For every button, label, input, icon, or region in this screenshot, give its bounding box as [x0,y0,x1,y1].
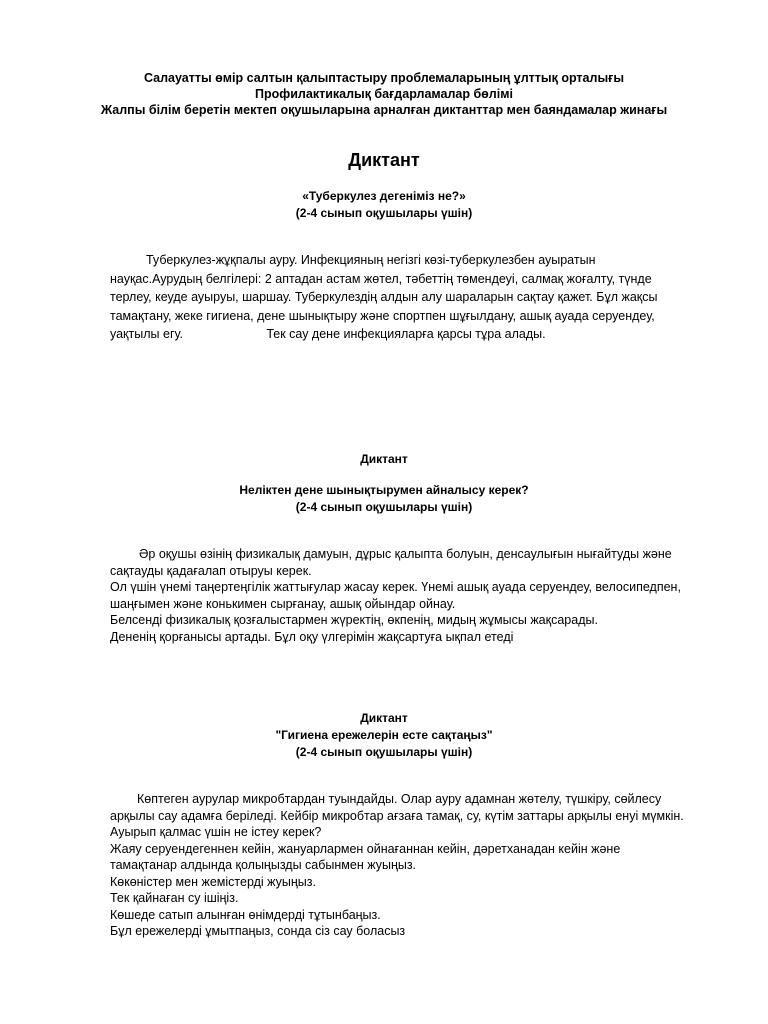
section3-line: тамақтанар алдында қолыңызды сабынмен жуыңыз. [110,858,417,872]
section1-line: уақтылы егу. Тек сау дене инфекцияларға қарсы тұра алады. [110,327,546,341]
section1-grade: (2-4 сынып оқушылары үшін) [295,206,473,220]
section3-line: Көптеген аурулар микробтардан туындайды. Олар ауру адамнан жөтелу, түшкіру, сөйлесу [137,792,662,806]
section2-body [110,546,730,645]
section1-line: тамақтану, жеке гигиена, дене шынықтыру және спортпен шұғылдану, ашық ауада серуендеу, [110,308,655,323]
section2-line: Белсенді физикалық қозғалыстармен жүректің, өкпенің, мидың жұмысы жақсарады. [110,613,598,627]
section1-heading: Диктант [348,150,420,170]
section1-body [110,251,730,344]
section1-title: «Туберкулез дегеніміз не?» [302,189,466,203]
section1-line: терлеу, кеуде ауыруы, шаршау. Туберкулездің алдын алу шараларын сақтау қажет. Бұл жақсы [110,290,658,304]
section1-line: науқас.Аурудың белгілері: 2 аптадан астам жөтел, тәбеттің төмендеуі, салмақ жоғалту, түнде [110,271,652,286]
section2-line: шаңғымен және конькимен сырғанау, ашық ойындар ойнау. [110,596,456,611]
section2-grade: (2-4 сынып оқушылары үшін) [295,500,473,514]
section3-line: Көкөністер мен жемістерді жуыңыз. [110,874,316,889]
section3-body [110,791,730,940]
section2-line: Ол үшін үнемі таңертеңгілік жаттығулар жасау керек. Үнемі ашық ауада серуендеу, велосипедпен, [110,580,681,594]
header-collection-title: Жалпы білім беретін мектеп оқушыларына арналған диктанттар мен баяндамалар жинағы [100,103,668,117]
section3-line: Жаяу серуендегеннен кейін, жануарлармен ойнағаннан кейін, дәретханадан кейін және [110,841,621,856]
section2-line: Әр оқушы өзінің физикалық дамуын, дұрыс қалыпта болуын, денсаулығын нығайтуды және [139,547,672,561]
section2-line: Дененің қорғанысы артады. Бұл оқу үлгерімін жақсартуға ықпал етеді [110,629,514,644]
section1-title-block [0,188,768,222]
header-organization: Салауатты өмір салтын қалыптастыру проблемаларының ұлттық орталығы [143,71,625,85]
header-department: Профилактикалық бағдарламалар бөлімі [255,87,513,101]
section3-line: Көшеде сатып алынған өнімдерді тұтынбаңыз. [110,907,381,922]
section3-grade: (2-4 сынып оқушылары үшін) [295,745,473,759]
section3-heading: Диктант [360,711,408,725]
section3-line: Тек қайнаған су ішіңіз. [110,891,239,905]
section3-line: Бұл ережелерді ұмытпаңыз, сонда сіз сау боласыз [110,924,406,938]
section2-line: сақтауды қадағалап отыруы керек. [110,563,312,578]
section3-line: Ауырып қалмас үшін не істеу керек? [110,825,322,839]
section2-heading: Диктант [360,452,408,466]
section3-line: арқылы сау адамға беріледі. Кейбір микробтар ағзаға тамақ, су, күтім заттары арқылы енуі мүмкін. [110,808,684,823]
section1-line: Туберкулез-жұқпалы ауру. Инфекцияның негізгі көзі-туберкулезбен ауыратын [146,253,596,267]
section3-heading-block [0,710,768,761]
section2-title: Неліктен дене шынықтырумен айналысу керек? [239,483,529,497]
section2-title-block [0,482,768,516]
section3-title: "Гигиена ережелерін есте сақтаңыз" [275,728,493,742]
document-header [0,70,768,118]
